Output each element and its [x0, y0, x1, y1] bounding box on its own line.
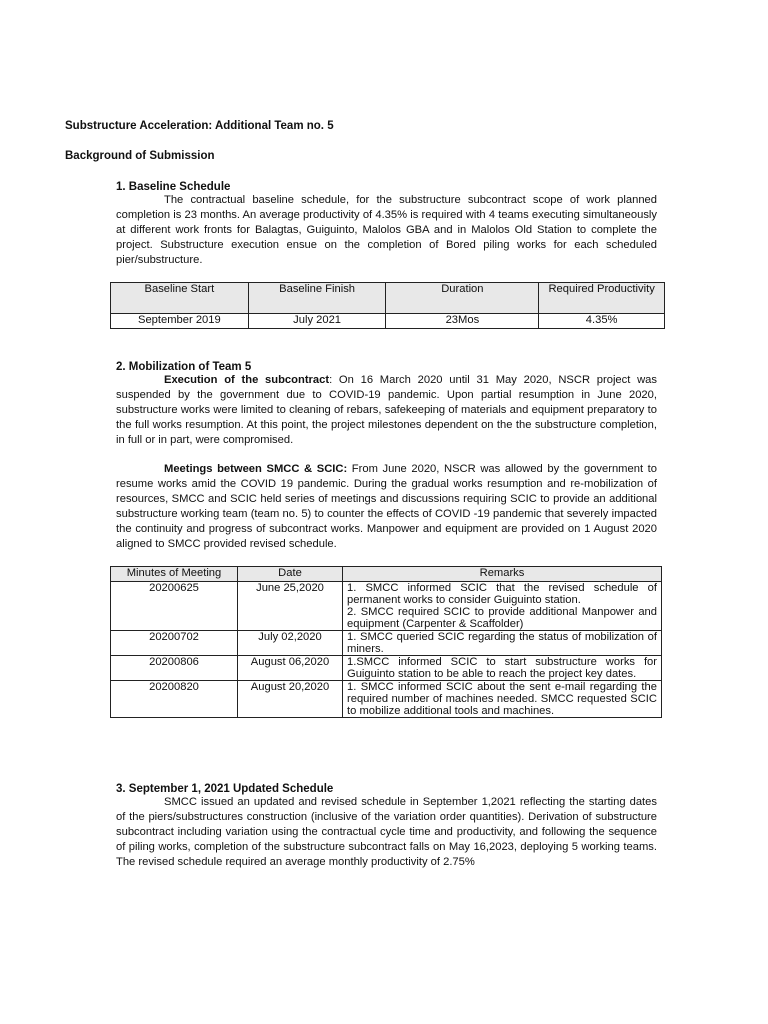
baseline-table: [110, 282, 665, 329]
header-baseline-finish: Baseline Finish: [248, 283, 386, 314]
meetings-text: From June 2020, NSCR was allowed by the government to resume works amid the COVID 19 pandemic. During the gradual works resumption and re-mobilization of resources, SMCC and SCIC held series of meetings and discussions requiring SCIC to provide an additional substructure working team (team no. 5) to counter the effects of COVID -19 pandemic that severely impacted the continuity and progress of subcontract works. Manpower and equipment are provided on 1 August 2020 aligned to SMCC provided revised schedule.: [116, 463, 658, 550]
remarks-cell: [343, 681, 662, 718]
execution-lead: Execution of the subcontract: [164, 374, 330, 386]
baseline-table-row: [111, 314, 665, 329]
section3-text: SMCC issued an updated and revised schedule in September 1,2021 reflecting the starting dates of the piers/substructures construction (inclusive of the variation order quantities). Derivation of substructure subcontract including variation using the contractual cycle time and productivity, and following the sequence of piling works, completion of the substructure subcontract falls on May 16,2023, deploying 5 working teams. The revised schedule required an average monthly productivity of 2.75%: [116, 796, 657, 868]
section1-heading: 1. Baseline Schedule: [116, 181, 231, 193]
date-value: July 02,2020: [238, 631, 343, 656]
date-value: August 06,2020: [238, 656, 343, 681]
mom-value: 20200702: [111, 631, 238, 656]
table-row: [111, 656, 662, 681]
section1-paragraph: [116, 193, 657, 268]
header-baseline-start: Baseline Start: [111, 283, 249, 314]
header-required-productivity: Required Productivity: [539, 283, 665, 314]
mom-value: 20200820: [111, 681, 238, 718]
document-title: Substructure Acceleration: Additional Team no. 5: [65, 120, 334, 132]
remarks-cell: [343, 656, 662, 681]
header-minutes-of-meeting: Minutes of Meeting: [111, 567, 238, 582]
duration-value: 23Mos: [386, 314, 539, 329]
meetings-lead: Meetings between SMCC & SCIC:: [164, 463, 348, 475]
baseline-start-value: September 2019: [111, 314, 249, 329]
mom-value: 20200806: [111, 656, 238, 681]
remark-item: 1. SMCC informed SCIC that the revised schedule of permanent works to consider Guiguinto station.: [347, 582, 657, 606]
table-row: [111, 681, 662, 718]
remark-item: 1. SMCC informed SCIC about the sent e-mail regarding the required number of machines needed. SMCC requested SCIC to mobilize additional tools and machines.: [347, 681, 657, 717]
remark-item: 1. SMCC queried SCIC regarding the status of mobilization of miners.: [347, 631, 657, 655]
section3-paragraph: [116, 795, 657, 870]
productivity-value: 4.35%: [539, 314, 665, 329]
remarks-cell: [343, 582, 662, 631]
date-value: June 25,2020: [238, 582, 343, 631]
date-value: August 20,2020: [238, 681, 343, 718]
section3-heading: 3. September 1, 2021 Updated Schedule: [116, 783, 334, 795]
background-heading: Background of Submission: [65, 150, 215, 162]
section2-paragraph-1: [116, 373, 657, 448]
remarks-cell: [343, 631, 662, 656]
execution-text: : On 16 March 2020 until 31 May 2020, NSCR project was suspended by the government due to COVID-19 pandemic. Upon partial resumption in June 2020, substructure works were limited to cleaning of rebars, safekeeping of materials and equipment preparatory to the full works resumption. At this point, the project milestones dependent on the the substructure completion, in full or in part, were compromised.: [116, 374, 657, 446]
section1-text: The contractual baseline schedule, for the substructure subcontract scope of work planned completion is 23 months. An average productivity of 4.35% is required with 4 teams executing simultaneously at different work fronts for Balagtas, Guiguinto, Malolos GBA and in Malolos Old Station to complete the project. Substructure execution ensue on the completion of Bored piling works for each scheduled pier/substructure.: [116, 194, 657, 266]
meetings-table-header: [111, 567, 662, 582]
table-row: [111, 582, 662, 631]
baseline-finish-value: July 2021: [248, 314, 386, 329]
remark-item: 1.SMCC informed SCIC to start substructure works for Guiguinto station to be able to reach the project key dates.: [347, 656, 657, 680]
remark-item: 2. SMCC required SCIC to provide additional Manpower and equipment (Carpenter & Scaffolder): [347, 606, 657, 630]
mom-value: 20200625: [111, 582, 238, 631]
section2-heading: 2. Mobilization of Team 5: [116, 361, 252, 373]
table-row: [111, 631, 662, 656]
header-remarks: Remarks: [343, 567, 662, 582]
section2-paragraph-2: [116, 462, 657, 552]
baseline-table-header: [111, 283, 665, 314]
meetings-table: [110, 566, 662, 718]
header-date: Date: [238, 567, 343, 582]
header-duration: Duration: [386, 283, 539, 314]
